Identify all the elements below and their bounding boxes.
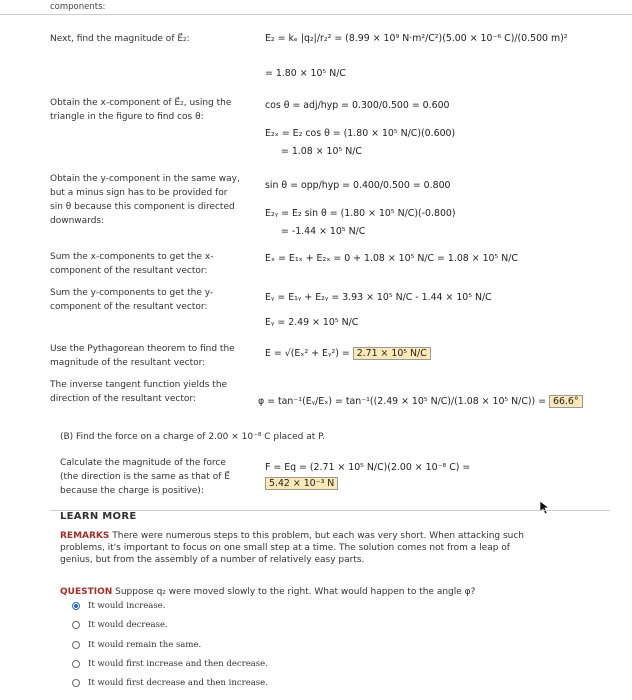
answer-option-2[interactable] bbox=[72, 620, 168, 630]
step6-equation bbox=[265, 348, 431, 360]
step2-ex-result: = 1.08 × 10⁵ N/C bbox=[281, 146, 362, 157]
partB-answer-wrap bbox=[265, 478, 338, 490]
question-text: Suppose q₂ were moved slowly to the right. What would happen to the angle φ? bbox=[115, 587, 476, 597]
answer-option-1-label: It would increase. bbox=[88, 601, 166, 611]
step6-equation-text: E = √(Eₓ² + Eᵧ²) = bbox=[265, 348, 350, 359]
partB-equation: F = Eq = (2.71 × 10⁵ N/C)(2.00 × 10⁻⁸ C) = bbox=[265, 462, 471, 473]
step4-equation: Eₓ = E₁ₓ + E₂ₓ = 0 + 1.08 × 10⁵ N/C = 1.08 × 10⁵ N/C bbox=[265, 253, 518, 264]
step1-equation-text: E₂ = kₑ |q₂|/r₂² = (8.99 × 10⁹ N·m²/C²)(5.00 × 10⁻⁶ C)/(0.500 m)² bbox=[265, 33, 568, 44]
radio-unselected-icon[interactable] bbox=[72, 641, 80, 649]
step3-label: Obtain the y-component in the same way, but a minus sign has to be provided for sin θ because this component is directed downwards: bbox=[50, 174, 240, 226]
partB-answer: 5.42 × 10⁻³ N bbox=[265, 477, 338, 490]
answer-option-4[interactable] bbox=[72, 659, 268, 669]
step6-label: Use the Pythagorean theorem to find the magnitude of the resultant vector: bbox=[50, 344, 235, 368]
step5-equation: Eᵧ = E₁ᵧ + E₂ᵧ = 3.93 × 10⁵ N/C - 1.44 × 10⁵ N/C bbox=[265, 292, 492, 303]
step2-ex-equation: E₂ₓ = E₂ cos θ = (1.80 × 10⁵ N/C)(0.600) bbox=[265, 128, 456, 139]
step5-label: Sum the y-components to get the y-component of the resultant vector: bbox=[50, 288, 214, 312]
answer-option-4-label: It would first increase and then decrease. bbox=[88, 659, 268, 669]
radio-unselected-icon[interactable] bbox=[72, 660, 80, 668]
remarks-text: There were numerous steps to this problem, but each was very short. When attacking such problems, it's important to focus on one small step at a time. The solution comes not from a leap of genius, but from the assembly of a number of relatively easy parts. bbox=[60, 531, 525, 565]
answer-option-2-label: It would decrease. bbox=[88, 620, 168, 630]
step2-cos-equation: cos θ = adj/hyp = 0.300/0.500 = 0.600 bbox=[265, 100, 450, 111]
answer-option-1[interactable] bbox=[72, 601, 165, 611]
answer-option-5-label: It would first decrease and then increase. bbox=[88, 678, 268, 688]
answer-option-3[interactable] bbox=[72, 640, 201, 650]
remarks-heading: REMARKS bbox=[60, 531, 110, 541]
answer-option-5[interactable] bbox=[72, 678, 268, 688]
step7-answer: 66.6° bbox=[549, 395, 583, 408]
step1-label: Next, find the magnitude of E⃗₂: bbox=[50, 34, 190, 44]
section-header-partial: components: bbox=[50, 2, 106, 12]
remarks-block bbox=[60, 530, 530, 566]
step1-equation bbox=[265, 22, 568, 56]
partB-label: Calculate the magnitude of the force (the direction is the same as that of E⃗ because the charge is positive): bbox=[60, 458, 230, 496]
step3-ey-equation: E₂ᵧ = E₂ sin θ = (1.80 × 10⁵ N/C)(-0.800) bbox=[265, 208, 456, 219]
step3-sin-equation: sin θ = opp/hyp = 0.400/0.500 = 0.800 bbox=[265, 180, 451, 191]
step7-equation bbox=[258, 396, 583, 408]
step7-equation-text: φ = tan⁻¹(Eᵧ/Eₓ) = tan⁻¹((2.49 × 10⁵ N/C)/(1.08 × 10⁵ N/C)) = bbox=[258, 396, 547, 407]
learn-more-heading: LEARN MORE bbox=[60, 511, 137, 522]
step7-label: The inverse tangent function yields the direction of the resultant vector: bbox=[50, 380, 228, 404]
question-heading: QUESTION bbox=[60, 587, 113, 597]
step6-answer: 2.71 × 10⁵ N/C bbox=[353, 347, 431, 360]
step4-label: Sum the x-components to get the x-component of the resultant vector: bbox=[50, 252, 214, 276]
step1-result: = 1.80 × 10⁵ N/C bbox=[265, 68, 346, 79]
question-block bbox=[60, 586, 540, 598]
partB-title: (B) Find the force on a charge of 2.00 × 10⁻⁸ C placed at P. bbox=[60, 432, 326, 442]
step5-result: Eᵧ = 2.49 × 10⁵ N/C bbox=[265, 317, 359, 328]
step2-label: Obtain the x-component of E⃗₂, using the triangle in the figure to find cos θ: bbox=[50, 98, 232, 122]
step3-ey-result: = -1.44 × 10⁵ N/C bbox=[281, 226, 366, 237]
answer-option-3-label: It would remain the same. bbox=[88, 640, 202, 650]
radio-selected-icon[interactable] bbox=[72, 602, 80, 610]
radio-unselected-icon[interactable] bbox=[72, 621, 80, 629]
radio-unselected-icon[interactable] bbox=[72, 679, 80, 687]
